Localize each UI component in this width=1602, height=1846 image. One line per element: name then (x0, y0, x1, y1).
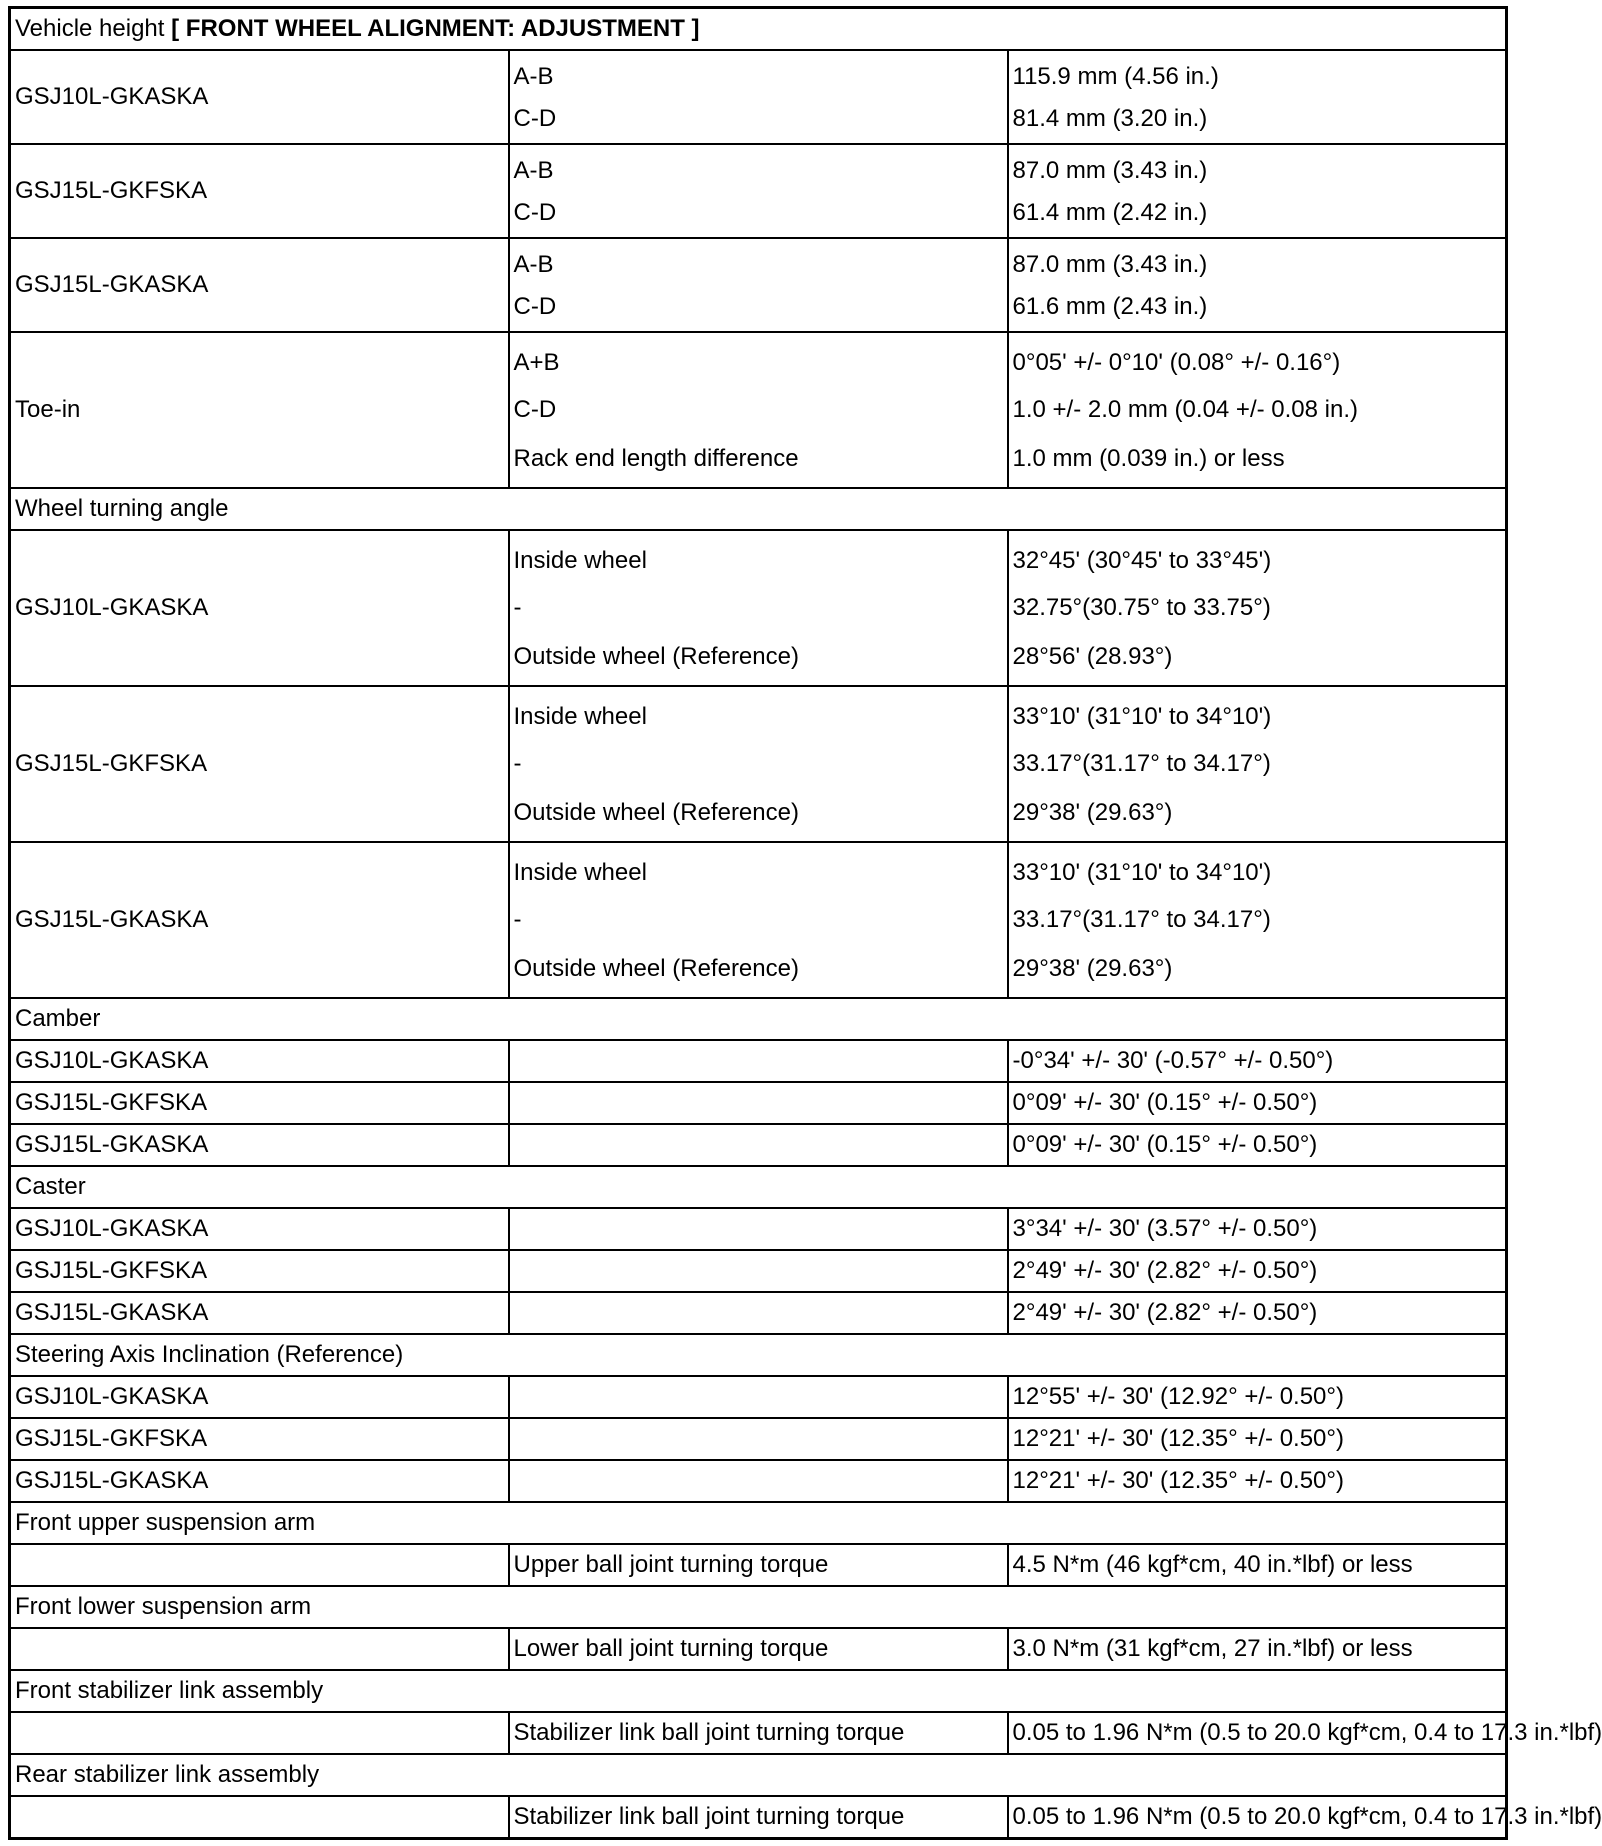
label-stack (509, 332, 1008, 488)
model-cell: GSJ15L-GKASKA (10, 1460, 509, 1502)
model-cell: GSJ10L-GKASKA (10, 1208, 509, 1250)
item-label: Rack end length difference (513, 445, 799, 473)
item-label: C-D (513, 396, 557, 424)
value-cell: -0°34' +/- 30' (-0.57° +/- 0.50°) (1008, 1040, 1507, 1082)
section-header: Front lower suspension arm (10, 1586, 1507, 1628)
section-header-row (10, 488, 1507, 530)
item-label: Inside wheel (513, 703, 647, 731)
table-row (10, 1460, 1507, 1502)
toe-in-label: Toe-in (10, 332, 509, 488)
spec-table (8, 6, 1602, 1840)
item-label: Outside wheel (Reference) (513, 955, 799, 982)
value-stack (1008, 238, 1507, 332)
table-row (10, 1082, 1507, 1124)
wt-row-2 (10, 686, 1507, 842)
item-label: C-D (513, 293, 557, 321)
label-stack (509, 686, 1008, 842)
value-cell: 2°49' +/- 30' (2.82° +/- 0.50°) (1008, 1292, 1507, 1334)
label-stack (509, 144, 1008, 238)
empty-cell (509, 1376, 1008, 1418)
table-row (10, 1208, 1507, 1250)
item-label: Outside wheel (Reference) (513, 799, 799, 827)
table-row (10, 1040, 1507, 1082)
empty-cell (509, 1040, 1008, 1082)
model-cell: GSJ10L-GKASKA (10, 1040, 509, 1082)
section-header-row (10, 998, 1507, 1040)
model-cell: GSJ10L-GKASKA (10, 530, 509, 686)
value-stack (1008, 842, 1507, 998)
value-cell: 0.05 to 1.96 N*m (0.5 to 20.0 kgf*cm, 0.4 to 17.3 in.*lbf) (1008, 1796, 1507, 1839)
item-label: Inside wheel (513, 859, 647, 886)
value-stack (1008, 50, 1507, 144)
value-cell: 12°21' +/- 30' (12.35° +/- 0.50°) (1008, 1418, 1507, 1460)
section-header-row (10, 1166, 1507, 1208)
value-cell: 12°55' +/- 30' (12.92° +/- 0.50°) (1008, 1376, 1507, 1418)
label-stack (509, 238, 1008, 332)
section-header: Camber (10, 998, 1507, 1040)
item-label: Outside wheel (Reference) (513, 643, 799, 671)
vh-row-3 (10, 238, 1507, 332)
label-cell: Stabilizer link ball joint turning torque (509, 1712, 1008, 1754)
empty-cell (509, 1250, 1008, 1292)
section-header-row (10, 1502, 1507, 1544)
item-value: 29°38' (29.63°) (1012, 799, 1173, 827)
table-row (10, 1796, 1507, 1839)
item-label: A-B (513, 63, 554, 91)
value-cell: 0°09' +/- 30' (0.15° +/- 0.50°) (1008, 1124, 1507, 1166)
item-value: 33°10' (31°10' to 34°10') (1012, 703, 1272, 731)
empty-cell (509, 1418, 1008, 1460)
value-cell: 12°21' +/- 30' (12.35° +/- 0.50°) (1008, 1460, 1507, 1502)
section-header: Caster (10, 1166, 1507, 1208)
wt-row-1 (10, 530, 1507, 686)
item-value: 28°56' (28.93°) (1012, 643, 1173, 671)
section-header: Front upper suspension arm (10, 1502, 1507, 1544)
empty-cell (10, 1628, 509, 1670)
empty-cell (509, 1460, 1008, 1502)
empty-cell (10, 1712, 509, 1754)
item-value: 1.0 +/- 2.0 mm (0.04 +/- 0.08 in.) (1012, 396, 1358, 424)
item-value: 115.9 mm (4.56 in.) (1012, 63, 1219, 91)
model-cell: GSJ15L-GKASKA (10, 842, 509, 998)
item-value: 33.17°(31.17° to 34.17°) (1012, 750, 1271, 778)
model-cell: GSJ10L-GKASKA (10, 1376, 509, 1418)
item-value: 61.4 mm (2.42 in.) (1012, 199, 1208, 227)
model-cell: GSJ15L-GKASKA (10, 1292, 509, 1334)
model-cell: GSJ15L-GKFSKA (10, 144, 509, 238)
item-value: 87.0 mm (3.43 in.) (1012, 157, 1208, 185)
item-label: C-D (513, 199, 557, 227)
item-value: 33.17°(31.17° to 34.17°) (1012, 906, 1271, 933)
model-cell: GSJ15L-GKFSKA (10, 1082, 509, 1124)
item-label: - (513, 750, 522, 778)
empty-cell (509, 1082, 1008, 1124)
title-cell (10, 8, 1507, 51)
model-cell: GSJ15L-GKFSKA (10, 1250, 509, 1292)
value-cell: 0.05 to 1.96 N*m (0.5 to 20.0 kgf*cm, 0.4 to 17.3 in.*lbf) (1008, 1712, 1507, 1754)
value-stack (1008, 530, 1507, 686)
table-row (10, 1124, 1507, 1166)
label-cell: Upper ball joint turning torque (509, 1544, 1008, 1586)
label-stack (509, 530, 1008, 686)
item-value: 0°05' +/- 0°10' (0.08° +/- 0.16°) (1012, 349, 1341, 377)
wt-row-3 (10, 842, 1507, 998)
item-value: 81.4 mm (3.20 in.) (1012, 105, 1208, 133)
value-stack (1008, 686, 1507, 842)
section-header: Steering Axis Inclination (Reference) (10, 1334, 1507, 1376)
empty-cell (10, 1796, 509, 1839)
item-value: 32°45' (30°45' to 33°45') (1012, 547, 1272, 575)
model-cell: GSJ10L-GKASKA (10, 50, 509, 144)
empty-cell (509, 1292, 1008, 1334)
section-header-row (10, 1586, 1507, 1628)
empty-cell (509, 1208, 1008, 1250)
empty-cell (10, 1544, 509, 1586)
value-cell: 2°49' +/- 30' (2.82° +/- 0.50°) (1008, 1250, 1507, 1292)
table-row (10, 1250, 1507, 1292)
toe-in-row (10, 332, 1507, 488)
section-header: Wheel turning angle (10, 488, 1507, 530)
title-prefix: Vehicle height (15, 15, 165, 42)
item-value: 61.6 mm (2.43 in.) (1012, 293, 1208, 321)
item-label: A-B (513, 251, 554, 279)
item-label: A+B (513, 349, 560, 377)
item-label: - (513, 906, 522, 933)
item-value: 1.0 mm (0.039 in.) or less (1012, 445, 1285, 473)
value-cell: 3°34' +/- 30' (3.57° +/- 0.50°) (1008, 1208, 1507, 1250)
item-label: Inside wheel (513, 547, 647, 575)
item-value: 87.0 mm (3.43 in.) (1012, 251, 1208, 279)
value-stack (1008, 144, 1507, 238)
item-label: - (513, 594, 522, 622)
item-label: A-B (513, 157, 554, 185)
model-cell: GSJ15L-GKFSKA (10, 686, 509, 842)
value-cell: 3.0 N*m (31 kgf*cm, 27 in.*lbf) or less (1008, 1628, 1507, 1670)
section-header: Rear stabilizer link assembly (10, 1754, 1507, 1796)
label-stack (509, 842, 1008, 998)
table-row (10, 1418, 1507, 1460)
section-header: Front stabilizer link assembly (10, 1670, 1507, 1712)
vh-row-1 (10, 50, 1507, 144)
value-cell: 0°09' +/- 30' (0.15° +/- 0.50°) (1008, 1082, 1507, 1124)
title-bold: [ FRONT WHEEL ALIGNMENT: ADJUSTMENT ] (171, 15, 700, 42)
value-cell: 4.5 N*m (46 kgf*cm, 40 in.*lbf) or less (1008, 1544, 1507, 1586)
section-header-row (10, 1670, 1507, 1712)
label-stack (509, 50, 1008, 144)
section-header-row (10, 1334, 1507, 1376)
empty-cell (509, 1124, 1008, 1166)
model-cell: GSJ15L-GKASKA (10, 238, 509, 332)
item-label: C-D (513, 105, 557, 133)
item-value: 32.75°(30.75° to 33.75°) (1012, 594, 1271, 622)
table-row (10, 1628, 1507, 1670)
model-cell: GSJ15L-GKASKA (10, 1124, 509, 1166)
table-row (10, 1712, 1507, 1754)
label-cell: Stabilizer link ball joint turning torque (509, 1796, 1008, 1839)
section-header-row (10, 1754, 1507, 1796)
model-cell: GSJ15L-GKFSKA (10, 1418, 509, 1460)
title-row (10, 8, 1507, 51)
table-row (10, 1376, 1507, 1418)
table-row (10, 1292, 1507, 1334)
label-cell: Lower ball joint turning torque (509, 1628, 1008, 1670)
value-stack (1008, 332, 1507, 488)
table-row (10, 1544, 1507, 1586)
item-value: 29°38' (29.63°) (1012, 955, 1173, 982)
vh-row-2 (10, 144, 1507, 238)
item-value: 33°10' (31°10' to 34°10') (1012, 859, 1272, 886)
